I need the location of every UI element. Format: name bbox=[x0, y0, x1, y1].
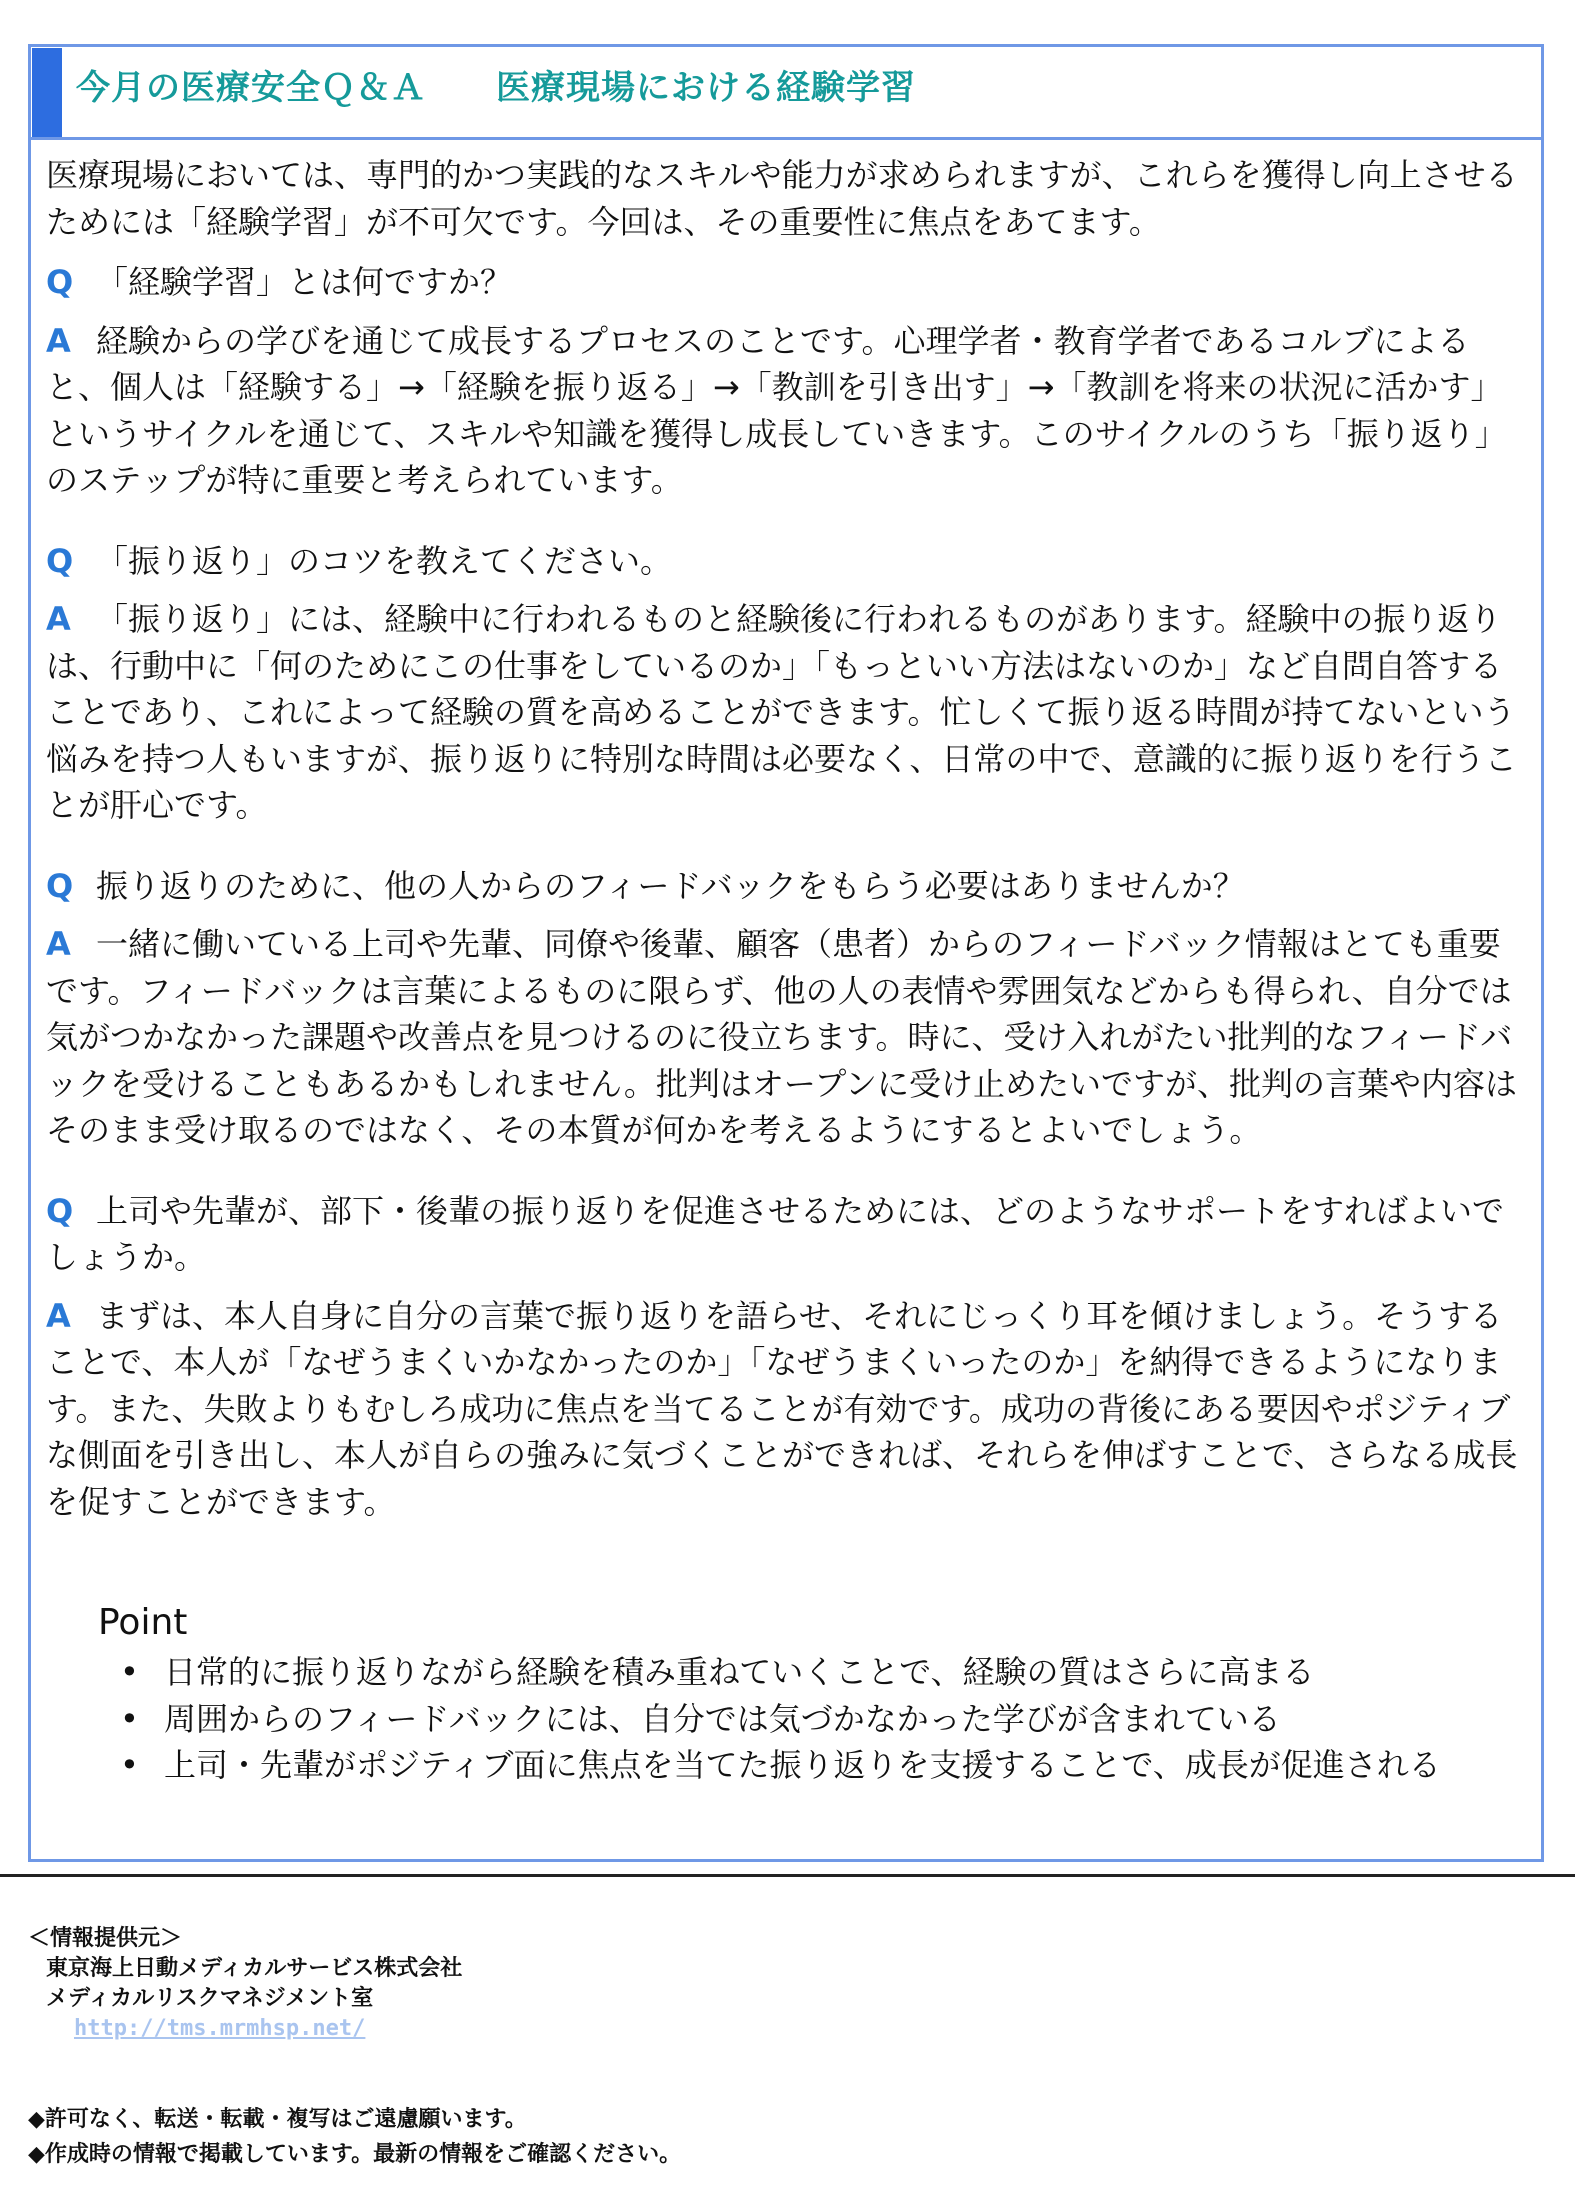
answer-text: 「振り返り」には、経験中に行われるものと経験後に行われるものがあります。経験中の振り返りは、行動中に「何のためにこの仕事をしているのか」「もっといい方法はないのか」など自問自答することであり、これによって経験の質を高めることができます。忙しくて振り返る時間が持てないという悩みを持つ人もいますが、振り返りに特別な時間は必要なく、日常の中で、意識的に振り返りを行うことが肝心です。 bbox=[46, 600, 1517, 824]
footer-notes bbox=[28, 2102, 681, 2172]
bullet-icon: • bbox=[120, 1653, 139, 1691]
answer-2 bbox=[46, 596, 1526, 829]
title-series: 今月の医療安全Ｑ＆Ａ bbox=[76, 68, 426, 108]
question-3 bbox=[46, 863, 1526, 910]
question-text: 「経験学習」とは何ですか？ bbox=[96, 263, 513, 301]
note-copy-restriction: ◆許可なく、転送・転載・複写はご遠慮願います。 bbox=[28, 2107, 527, 2132]
answer-marker: A bbox=[46, 1296, 71, 1335]
question-marker: Q bbox=[46, 1191, 74, 1230]
point-title: Point bbox=[98, 1602, 188, 1643]
source-url-link[interactable]: http://tms.mrmhsp.net/ bbox=[74, 2016, 366, 2041]
note-info-date: ◆作成時の情報で掲載しています。最新の情報をご確認ください。 bbox=[28, 2142, 682, 2167]
point-list bbox=[98, 1649, 1538, 1789]
page-title bbox=[76, 60, 916, 109]
question-text: 振り返りのために、他の人からのフィードバックをもらう必要はありませんか？ bbox=[96, 866, 1245, 905]
company-name: 東京海上日動メディカルサービス株式会社 bbox=[46, 1956, 463, 1981]
question-marker: Q bbox=[46, 541, 74, 580]
question-text: 上司や先輩が、部下・後輩の振り返りを促進させるためには、どのようなサポートをすればよいでしょうか。 bbox=[46, 1191, 1505, 1276]
answer-text: まずは、本人自身に自分の言葉で振り返りを語らせ、それにじっくり耳を傾けましょう。そうすることで、本人が「なぜうまくいかなかったのか」「なぜうまくいったのか」を納得できるようになります。また、失敗よりもむしろ成功に焦点を当てることが有効です。成功の背後にある要因やポジティブな側面を引き出し、本人が自らの強みに気づくことができれば、それらを伸ばすことで、さらなる成長を促すことができます。 bbox=[46, 1296, 1518, 1521]
point-item-text: 周囲からのフィードバックには、自分では気づかなかった学びが含まれている bbox=[164, 1699, 1281, 1738]
question-text: 「振り返り」のコツを教えてください。 bbox=[96, 541, 673, 580]
point-item bbox=[98, 1742, 1538, 1789]
bullet-icon: • bbox=[120, 1746, 139, 1784]
answer-marker: A bbox=[46, 600, 71, 638]
point-item bbox=[98, 1696, 1538, 1743]
question-marker: Q bbox=[46, 263, 74, 301]
answer-1 bbox=[46, 318, 1526, 504]
title-accent-bar bbox=[32, 48, 62, 137]
answer-3 bbox=[46, 921, 1526, 1154]
point-section bbox=[98, 1602, 1538, 1789]
department-name: メディカルリスクマネジメント室 bbox=[46, 1986, 374, 2011]
question-2 bbox=[46, 538, 1526, 585]
title-topic: 医療現場における経験学習 bbox=[496, 68, 916, 108]
point-item bbox=[98, 1649, 1538, 1696]
bullet-icon: • bbox=[120, 1699, 139, 1738]
answer-marker: A bbox=[46, 321, 71, 360]
point-item-text: 日常的に振り返りながら経験を積み重ねていくことで、経験の質はさらに高まる bbox=[164, 1653, 1315, 1691]
answer-marker: A bbox=[46, 925, 71, 963]
answer-4 bbox=[46, 1293, 1526, 1526]
source-info bbox=[28, 1924, 462, 2044]
point-item-text: 上司・先輩がポジティブ面に焦点を当てた振り返りを支援することで、成長が促進される bbox=[164, 1746, 1441, 1784]
article-body bbox=[46, 152, 1526, 1559]
question-1 bbox=[46, 259, 1526, 306]
question-4 bbox=[46, 1188, 1526, 1281]
question-marker: Q bbox=[46, 866, 74, 905]
answer-text: 一緒に働いている上司や先輩、同僚や後輩、顧客（患者）からのフィードバック情報はとても重要です。フィードバックは言葉によるものに限らず、他の人の表情や雰囲気などからも得られ、自分では気がつかなかった課題や改善点を見つけるのに役立ちます。時に、受け入れがたい批判的なフィードバックを受けることもあるかもしれません。批判はオープンに受け止めたいですが、批判の言葉や内容はそのまま受け取るのではなく、その本質が何かを考えるようにするとよいでしょう。 bbox=[46, 925, 1518, 1149]
source-label: ＜情報提供元＞ bbox=[28, 1926, 183, 1951]
footer-divider bbox=[0, 1874, 1575, 1877]
answer-text: 経験からの学びを通じて成長するプロセスのことです。心理学者・教育学者であるコルブによると、個人は「経験する」→「経験を振り返る」→「教訓を引き出す」→「教訓を将来の状況に活かす」というサイクルを通じて、スキルや知識を獲得し成長していきます。このサイクルのうち「振り返り」のステップが特に重要と考えられています。 bbox=[46, 321, 1507, 499]
intro-paragraph: 医療現場においては、専門的かつ実践的なスキルや能力が求められますが、これらを獲得し向上させるためには「経験学習」が不可欠です。今回は、その重要性に焦点をあてます。 bbox=[46, 156, 1518, 241]
